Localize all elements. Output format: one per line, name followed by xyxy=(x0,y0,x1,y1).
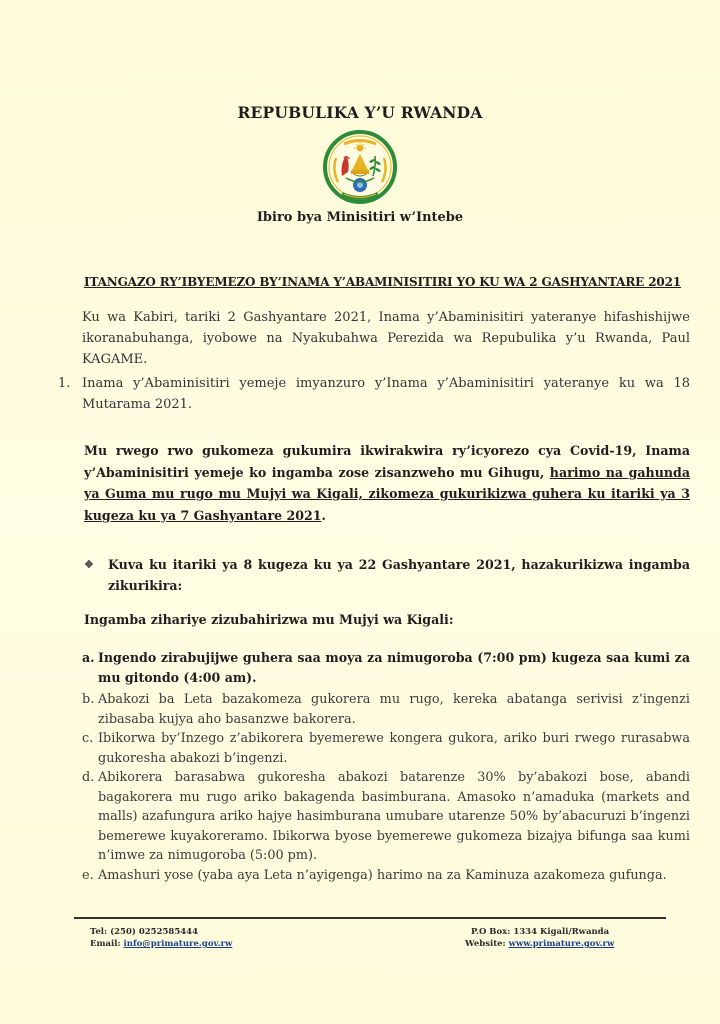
measure-item-d xyxy=(82,768,690,866)
kigali-measures-subheading: Ingamba zihariye zizubahirizwa mu Mujyi wa Kigali: xyxy=(84,612,454,627)
bullet-text: Kuva ku itariki ya 8 kugeza ku ya 22 Gashyantare 2021, hazakurikizwa ingamba zikurikira: xyxy=(108,557,690,593)
website-label: Website: xyxy=(465,939,506,949)
measure-letter: e. xyxy=(82,867,94,883)
date-range-bullet xyxy=(84,554,690,596)
tel-label: Tel: xyxy=(90,927,108,937)
email-link[interactable]: info@primature.gov.rw xyxy=(123,939,233,949)
footer-contact xyxy=(90,926,232,950)
measure-text: Abikorera barasabwa gukoresha abakozi batarenze 30% by’abakozi bose, abandi bagakorera mu rugo ariko bakagenda basimburana. Amasoko n’amaduka (markets and malls) azafungura ariko hajye hasimburana umubare utarenze 50% by’abacuruzi b’ingenzi bemerewe kuyakoreramo. Ibikorwa byose byemerewe gukomeza bizajya bifunga saa kumi n’imwe za nimugoroba (5:00 pm). xyxy=(98,770,690,863)
office-heading: Ibiro bya Minisitiri w’Intebe xyxy=(256,210,464,225)
email-label: Email: xyxy=(90,939,121,949)
measure-item-e xyxy=(82,866,690,886)
measure-letter: c. xyxy=(82,731,94,746)
intro-paragraph: Ku wa Kabiri, tariki 2 Gashyantare 2021, Inama y’Abaminisitiri yateranye hifashishijwe ikoranabuhanga, iyobowe na Nyakubahwa Perezida wa Repubulika y’u Rwanda, Paul KAGAME. xyxy=(82,310,690,367)
footer-address xyxy=(465,926,614,950)
website-link[interactable]: www.primature.gov.rw xyxy=(508,939,615,949)
covid-underlined-text: harimo na gahunda ya Guma mu rugo mu Mujyi wa Kigali, zikomeza gukurikizwa guhera ku itariki ya 3 kugeza ku ya 7 Gashyantare 2021 xyxy=(84,464,690,523)
footer-divider xyxy=(74,917,666,919)
covid-measures-paragraph xyxy=(84,440,690,526)
measure-item-b xyxy=(82,690,690,729)
footer-pobox-line xyxy=(465,926,614,938)
measure-letter: a. xyxy=(82,650,95,665)
footer-website-line xyxy=(465,938,614,950)
measure-text: Amashuri yose (yaba aya Leta n’ayigenga) harimo na za Kaminuza azakomeza gufunga. xyxy=(98,867,667,883)
numbered-item-1 xyxy=(58,373,690,415)
measure-text: Ingendo zirabujijwe guhera saa moya za nimugoroba (7:00 pm) kugeza saa kumi za mu gitondo (4:00 am). xyxy=(98,650,690,685)
pobox-label: P.O Box: xyxy=(471,927,511,937)
measure-letter: d. xyxy=(82,770,95,785)
measure-item-c xyxy=(82,729,690,768)
item-number: 1. xyxy=(58,376,71,391)
tel-value: (250) 0252585444 xyxy=(110,927,198,937)
footer-tel-line xyxy=(90,926,232,938)
measures-list xyxy=(82,648,690,885)
measure-item-a xyxy=(82,648,690,687)
republic-heading: REPUBULIKA Y’U RWANDA xyxy=(237,103,483,122)
measure-text: Ibikorwa by’Inzego z’abikorera byemerewe kongera gukora, ariko buri rwego rurasabwa gukoresha abakozi b’ingenzi. xyxy=(98,731,690,766)
coat-of-arms-icon xyxy=(320,128,400,208)
item-text: Inama y’Abaminisitiri yemeje imyanzuro y’Inama y’Abaminisitiri yateranye ku wa 18 Mutarama 2021. xyxy=(82,376,690,412)
document-title: ITANGAZO RY’IBYEMEZO BY’INAMA Y’ABAMINISITIRI YO KU WA 2 GASHYANTARE 2021 xyxy=(84,275,681,289)
covid-plain-text: Mu rwego rwo gukomeza gukumira ikwirakwira ry’icyorezo cya Covid-19, Inama y’Abaminisitiri yemeje ko ingamba zose zisanzweho mu Gihugu, xyxy=(84,443,690,480)
pobox-value: 1334 Kigali/Rwanda xyxy=(513,927,610,937)
covid-end-period: . xyxy=(321,507,326,523)
coat-of-arms-seal xyxy=(320,128,400,208)
measure-letter: b. xyxy=(82,692,95,707)
measure-text: Abakozi ba Leta bazakomeza gukorera mu rugo, kereka abatanga serivisi z’ingenzi zibasaba kujya aho basanzwe bakorera. xyxy=(98,692,690,727)
footer-email-line xyxy=(90,938,232,950)
diamond-bullet-icon: ❖ xyxy=(84,558,94,571)
